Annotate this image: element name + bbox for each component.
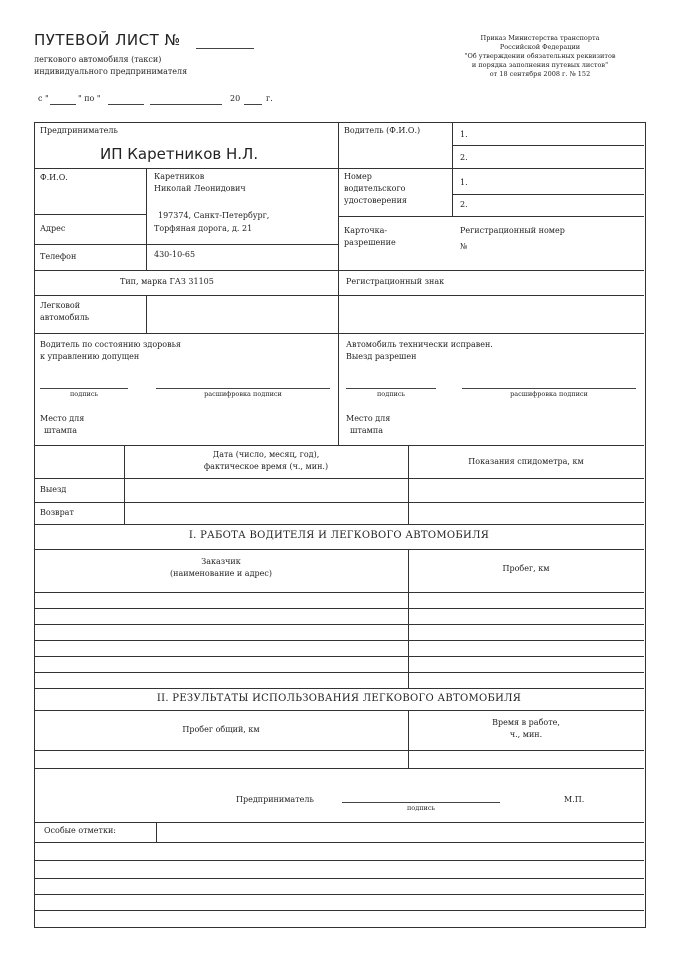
right-decode-caption: расшифровка подписи <box>510 390 588 398</box>
driver-2[interactable]: 2. <box>460 153 468 162</box>
footer-signature-line[interactable] <box>342 802 500 803</box>
left-decode-caption: расшифровка подписи <box>204 390 282 398</box>
left-stamp-line2: штампа <box>44 426 77 435</box>
license-1[interactable]: 1. <box>460 178 468 187</box>
date-year-prefix: 20 <box>230 94 241 103</box>
driver-label: Водитель (Ф.И.О.) <box>344 126 421 135</box>
fio-line2: Николай Леонидович <box>154 184 246 193</box>
tech-ok-line2: Выезд разрешен <box>346 352 417 361</box>
address-line2: Торфяная дорога, д. 21 <box>154 224 253 233</box>
document-title: ПУТЕВОЙ ЛИСТ № <box>34 31 181 49</box>
left-signature-caption: подпись <box>69 390 99 398</box>
right-stamp-line2: штампа <box>350 426 383 435</box>
order-line1: Приказ Министерства транспорта <box>480 34 600 42</box>
vehicle-type-label: Тип, марка ГАЗ 31105 <box>120 277 214 286</box>
right-decode-line[interactable] <box>462 388 636 389</box>
entrepreneur-name: ИП Каретников Н.Л. <box>100 145 259 163</box>
total-mileage-header: Пробег общий, км <box>182 725 260 734</box>
customer-header2: (наименование и адрес) <box>170 569 272 578</box>
waybill-number-line[interactable] <box>196 48 254 49</box>
footer-signature-caption: подпись <box>406 804 436 812</box>
left-stamp-line1: Место для <box>40 414 85 423</box>
fio-line1: Каретников <box>154 172 205 181</box>
card-label1: Карточка- <box>344 226 388 235</box>
mileage-header: Пробег, км <box>502 564 550 573</box>
left-decode-line[interactable] <box>156 388 330 389</box>
section2-title: II. РЕЗУЛЬТАТЫ ИСПОЛЬЗОВАНИЯ ЛЕГКОВОГО АВТОМОБИЛЯ <box>156 693 522 704</box>
car-label2: автомобиль <box>40 313 90 322</box>
date-year-suffix: г. <box>266 94 273 103</box>
license-label2: водительского <box>344 184 406 193</box>
order-line2: Российской Федерации <box>499 43 581 51</box>
date-time-header1: Дата (число, месяц, год), <box>212 450 320 459</box>
health-line2: к управлению допущен <box>40 352 140 361</box>
right-signature-caption: подпись <box>376 390 406 398</box>
work-time-header2: ч., мин. <box>509 730 543 739</box>
license-label1: Номер <box>344 172 372 181</box>
date-from-day-line[interactable] <box>50 104 76 105</box>
work-time-header1: Время в работе, <box>492 718 560 727</box>
reg-number-label: Регистрационный номер <box>460 226 565 235</box>
license-2[interactable]: 2. <box>460 200 468 209</box>
stamp-place-label: М.П. <box>564 795 585 804</box>
fio-label: Ф.И.О. <box>40 173 68 182</box>
phone-label: Телефон <box>40 252 77 261</box>
special-notes-label: Особые отметки: <box>44 826 116 835</box>
reg-number-value[interactable]: № <box>460 242 468 251</box>
address-label: Адрес <box>40 224 66 233</box>
date-time-header2: фактическое время (ч., мин.) <box>203 462 329 471</box>
form-frame <box>34 122 646 928</box>
customer-header1: Заказчик <box>201 557 241 566</box>
entrepreneur-label: Предприниматель <box>40 126 118 135</box>
driver-1[interactable]: 1. <box>460 130 468 139</box>
subtitle-line2: индивидуального предпринимателя <box>34 67 188 76</box>
date-year-line[interactable] <box>244 104 262 105</box>
footer-entrepreneur-label: Предприниматель <box>236 795 314 804</box>
subtitle-line1: легкового автомобиля (такси) <box>34 55 162 64</box>
date-from-label: с " <box>38 94 49 103</box>
order-line5: от 18 сентября 2008 г. № 152 <box>489 70 591 78</box>
tech-ok-line1: Автомобиль технически исправен. <box>346 340 493 349</box>
phone-value: 430-10-65 <box>154 250 196 259</box>
section1-title: I. РАБОТА ВОДИТЕЛЯ И ЛЕГКОВОГО АВТОМОБИЛЯ <box>188 530 490 541</box>
order-line4: и порядка заполнения путевых листов" <box>471 61 609 69</box>
date-month-line[interactable] <box>150 104 222 105</box>
license-label3: удостоверения <box>344 196 407 205</box>
car-label1: Легковой <box>40 301 81 310</box>
return-label: Возврат <box>40 508 74 517</box>
date-to-label: " по " <box>78 94 101 103</box>
address-line1: 197374, Санкт-Петербург, <box>158 211 270 220</box>
date-to-day-line[interactable] <box>108 104 144 105</box>
right-signature-line[interactable] <box>346 388 436 389</box>
health-line1: Водитель по состоянию здоровья <box>40 340 181 349</box>
order-line3: "Об утверждении обязательных реквизитов <box>464 52 616 60</box>
reg-sign-label: Регистрационный знак <box>346 277 445 286</box>
card-label2: разрешение <box>344 238 396 247</box>
right-stamp-line1: Место для <box>346 414 391 423</box>
odometer-header: Показания спидометра, км <box>468 457 584 466</box>
left-signature-line[interactable] <box>40 388 128 389</box>
departure-label: Выезд <box>40 485 67 494</box>
